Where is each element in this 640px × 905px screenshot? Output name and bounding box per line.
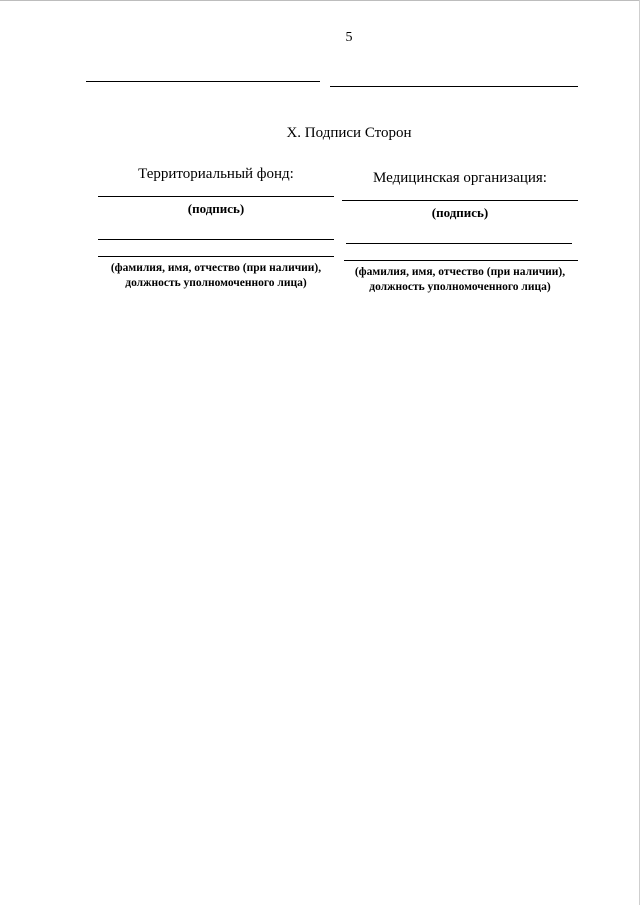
signature-caption: (подпись) (187, 201, 245, 216)
signature-line (342, 200, 578, 201)
party-name: Медицинская организация: (373, 170, 547, 186)
signature-caption: (подпись) (431, 205, 489, 220)
page-number: 5 (345, 30, 353, 45)
name-line (346, 243, 572, 244)
name-line-underline (344, 260, 578, 261)
scan-top-edge (0, 0, 640, 1)
name-caption: (фамилия, имя, отчество (при наличии), должность уполномоченного лица) (110, 262, 322, 289)
section-title: X. Подписи Сторон (286, 125, 412, 141)
signature-line (98, 196, 334, 197)
top-rule-right (330, 86, 578, 87)
name-line (98, 239, 334, 240)
party-medical-organization (342, 170, 578, 295)
name-caption: (фамилия, имя, отчество (при наличии), должность уполномоченного лица) (354, 266, 566, 293)
name-line-underline (98, 256, 334, 257)
party-name: Территориальный фонд: (138, 166, 294, 182)
party-territorial-fund (98, 166, 334, 291)
top-rule-left (86, 81, 320, 82)
